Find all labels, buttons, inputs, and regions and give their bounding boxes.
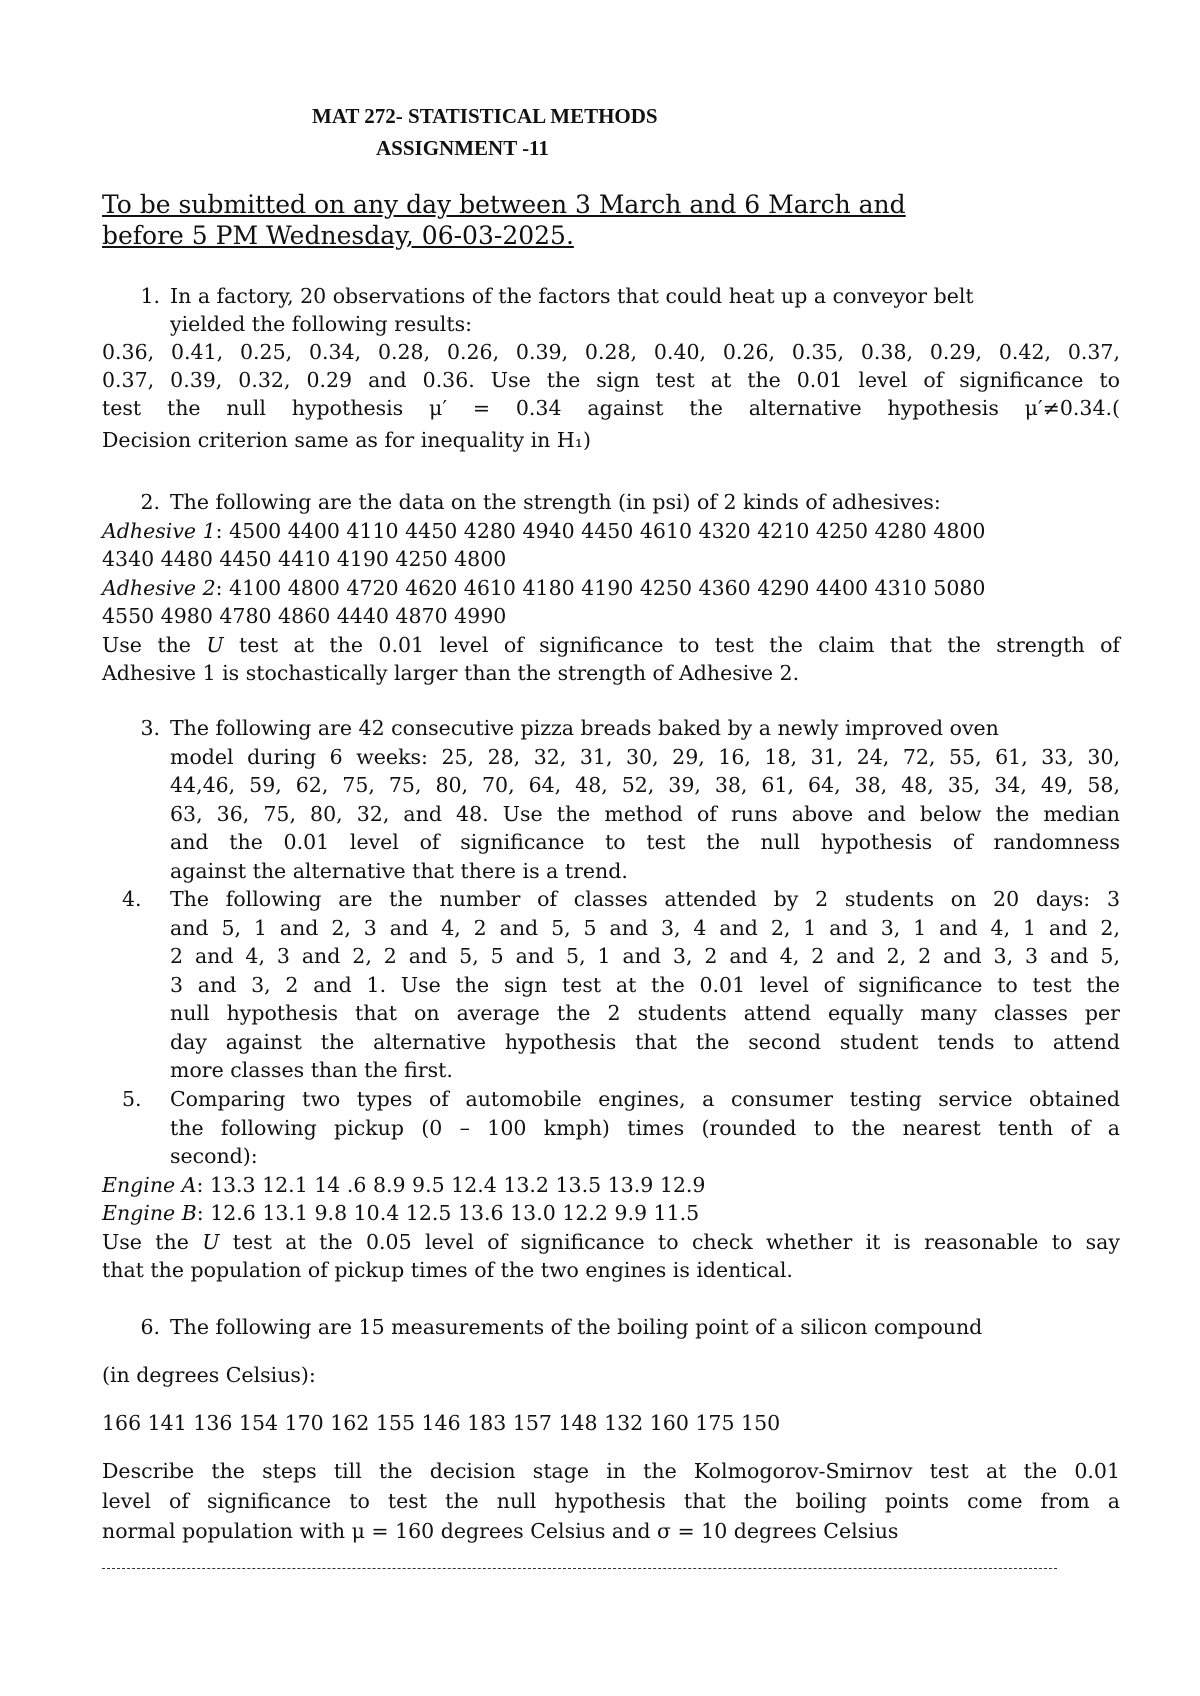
question-number: 6. <box>140 1315 160 1339</box>
engine-b-label: Engine B <box>102 1201 197 1225</box>
assignment-title: ASSIGNMENT -11 <box>376 136 549 160</box>
course-title: MAT 272- STATISTICAL METHODS <box>312 104 658 128</box>
question-3: 3. The following are 42 consecutive pizza breads baked by a newly improved oven model during 6 weeks: 25, 28, 32, 31, 30, 29, 16, 18, 31, 24, 72, 55, 61, 33, 30, 44,46, 59, 62, 75, 75, 80, 70, 64, 48, 52, 39, 38, 61, 64, 38, 48, 35, 34, 49, 58, 63, 36, 75, 80, 32, and 48. Use the method of runs above and below the median and the 0.01 level of significance to test the null hypothesis of randomness against the alternative that there is a trend. <box>102 714 1120 885</box>
question-number: 2. <box>140 490 160 514</box>
submission-notice <box>102 189 1102 251</box>
question-4: 4. The following are the number of classes attended by 2 students on 20 days: 3 and 5, 1 and 2, 3 and 4, 2 and 5, 5 and 3, 4 and 2, 1 and 3, 1 and 4, 1 and 2, 2 and 4, 3 and 2, 2 and 5, 5 and 5, 1 and 3, 2 and 4, 2 and 2, 2 and 3, 3 and 5, 3 and 3, 2 and 1. Use the sign test at the 0.01 level of significance to test the null hypothesis that on average the 2 students attend equally many classes per day against the alternative hypothesis that the second student tends to attend more classes than the first. <box>122 887 1120 1082</box>
submission-line-2: before 5 PM Wednesday, 06-03-2025. <box>102 221 574 250</box>
adhesive-1-label: Adhesive 1 <box>102 518 216 543</box>
submission-line-1: To be submitted on any day between 3 March and 6 March and <box>102 190 906 219</box>
question-number: 3. <box>140 716 160 740</box>
engine-a-label: Engine A <box>102 1172 197 1197</box>
question-number: 1. <box>140 284 160 308</box>
question-number: 5. <box>122 1087 142 1111</box>
question-number: 4. <box>122 887 142 911</box>
question-5: 5. Comparing two types of automobile engines, a consumer testing service obtained the following pickup (0 – 100 kmph) times (rounded to the nearest tenth of a second): Engine A: 13.3 12.1 14 .6 8.9 9.5 12.4 13.2 13.5 13.9 12.9 Engine B: 12.6 13.1 9.8 10.4 12.5 13.6 13.0 12.2 9.9 11.5 Use the U test at the 0.05 level of significance to check whether it is reasonable to say that the population of pickup times of the two engines is identical. <box>102 1087 1120 1282</box>
end-separator <box>102 1568 1057 1569</box>
question-1: 1. In a factory, 20 observations of the factors that could heat up a conveyor belt yielded the following results: 0.36, 0.41, 0.25, 0.34, 0.28, 0.26, 0.39, 0.28, 0.40, 0.26, 0.35, 0.38, 0.29, 0.42, 0.37, 0.37, 0.39, 0.32, 0.29 and 0.36. Use the sign test at the 0.01 level of significance to test the null hypothesis μ′ = 0.34 against the alternative hypothesis μ′≠0.34.( Decision criterion same as for inequality in H₁) <box>102 284 1120 452</box>
question-6: 6. The following are 15 measurements of the boiling point of a silicon compound (in degrees Celsius): 166 141 136 154 170 162 155 146 183 157 148 132 160 175 150 Describe the steps till the decision stage in the Kolmogorov-Smirnov test at the 0.01 level of significance to test the null hypothesis that the boiling points come from a normal population with μ = 160 degrees Celsius and σ = 10 degrees Celsius <box>102 1312 1120 1546</box>
adhesive-2-label: Adhesive 2 <box>102 575 216 600</box>
question-2: 2. The following are the data on the strength (in psi) of 2 kinds of adhesives: Adhesive 1: 4500 4400 4110 4450 4280 4940 4450 4610 4320 4210 4250 4280 4800 4340 4480 4450 4410 4190 4250 4800 Adhesive 2: 4100 4800 4720 4620 4610 4180 4190 4250 4360 4290 4400 4310 5080 4550 4980 4780 4860 4440 4870 4990 Use the U test at the 0.01 level of significance to test the claim that the strength of Adhesive 1 is stochastically larger than the strength of Adhesive 2. <box>102 490 1120 685</box>
